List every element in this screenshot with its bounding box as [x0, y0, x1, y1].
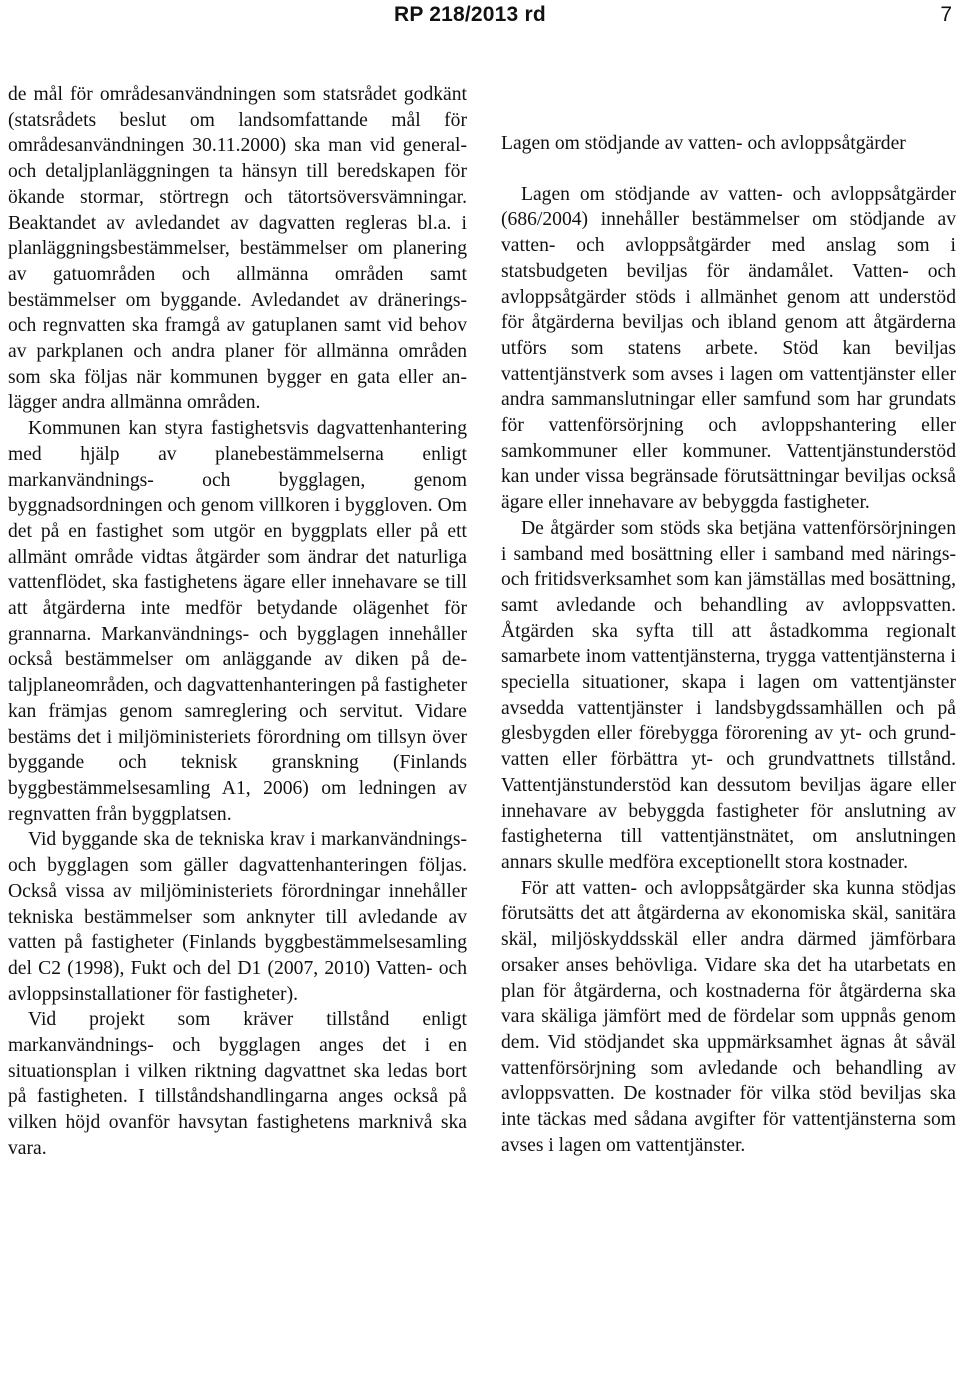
left-column	[8, 82, 467, 1162]
section-heading: Lagen om stödjande av vatten- och avloppsåtgärder	[501, 133, 906, 154]
paragraph: de mål för områdesanvändningen som statsrådet godkänt (statsrådets beslut om landsomfattande mål för områdesanvändningen 30.11.2000) ska man vid general- och detaljplanläggningen ta hänsyn till beredskapen för ökande stormar, störtregn och tätortsöversvämningar. Beaktandet av avledandet av dagvatten regleras bl.a. i planläggningsbestämmelser, bestämmelser om planering av gatuområden och allmänna områden samt bestämmelser om byggande. Avledandet av dränerings- och regnvatten ska framgå av gatuplanen samt vid behov av parkplanen och andra planer för allmänna områden som ska följas när kommunen bygger en gata eller anlägger andra allmänna områden.	[8, 84, 467, 414]
right-column	[501, 131, 956, 1158]
paragraph: Lagen om stödjande av vatten- och avloppsåtgärder (686/2004) innehåller bestämmelser om stödjande av vatten- och avloppsåtgärder med anslag som i statsbudgeten beviljas för ändamålet. Vatten- och avloppsåtgärder stöds i allmänhet genom att understöd för åtgärderna beviljas och ibland genom att åtgärderna utförs som statens arbete. Stöd kan beviljas vattentjänstverk som avses i lagen om vattentjänster eller andra sammanslutningar eller samfund som har grundats för vattenförsörjning och avloppshantering eller samkommuner eller kommuner. Vattentjänstunderstöd kan under vissa begränsade förutsättningar beviljas också ägare eller innehavare av bebyggda fastigheter.	[501, 183, 956, 514]
paragraph: Vid byggande ska de tekniska krav i markanvändnings- och bygglagen som gäller dagvattenhanteringen följas. Också vissa av miljöministeriets förordningar innehåller tekniska bestämmelser som anknyter till avledande av vatten på fastigheter (Finlands byggbestämmelsesamling del C2 (1998), Fukt och del D1 (2007, 2010) Vatten- och avloppsinstallationer för fastigheter).	[8, 829, 467, 1005]
paragraph: För att vatten- och avloppsåtgärder ska kunna stödjas förutsätts det att åtgärderna av ekonomiska skäl, sanitära skäl, miljöskyddsskäl eller andra därmed jämförbara orsaker anses behövliga. Vidare ska det ha utarbetats en plan för åtgärderna, och kostnaderna för åtgärderna ska vara skäliga jämfört med de fördelar som uppnås genom dem. Vid stödjandet ska uppmärksamhet ägnas åt såväl vattenförsörjning som avledande och behandling av avloppsvatten. De kostnader för vilka stöd beviljas ska inte täckas med sådana avgifter för vattentjänsterna som avses i lagen om vattentjänster.	[501, 877, 956, 1156]
page-number: 7	[940, 3, 952, 26]
paragraph: Kommunen kan styra fastighetsvis dagvattenhantering med hjälp av planebestämmelserna enligt markanvändnings- och bygglagen, genom byggnadsordningen och genom villkoren i byggloven. Om det på en fastighet som utgör en byggplats eller på ett allmänt område vidtas åtgärder som ändrar det naturliga vattenflödet, ska fastighetens ägare eller innehavare se till att åtgärderna inte medför betydande olägenhet för grannarna. Markanvändnings- och bygglagen innehåller också bestämmelser om anläggande av diken på detaljplaneområden, och dagvattenhanteringen på fastigheter kan främjas genom samreglering och servitut. Vidare bestäms det i miljöministeriets förordning om tillsyn över byggande och teknisk granskning (Finlands byggbestämmelsesamling A1, 2006) om ledningen av regnvatten från byggplatsen.	[8, 418, 467, 825]
document-id: RP 218/2013 rd	[394, 3, 546, 26]
paragraph: De åtgärder som stöds ska betjäna vattenförsörjningen i samband med bosättning eller i samband med närings- och fritidsverksamhet som kan jämställas med bosättning, samt avledande och behandling av avloppsvatten. Åtgärden ska syfta till att åstadkomma regionalt samarbete inom vattentjänsterna, trygga vattentjänsterna i speciella situationer, skapa i lagen om vattentjänster avsedda vattentjänster i landsbygdssamhällen och på glesbygden eller förebygga förorening av yt- och grundvatten eller förbättra yt- och grundvattnets tillstånd. Vattentjänstunderstöd kan dessutom beviljas ägare eller innehavare av bebyggda fastigheter för anslutning av fastigheterna till vattentjänstnätet, om anslutningen annars skulle medföra exceptionellt stora kostnader.	[501, 517, 956, 873]
paragraph: Vid projekt som kräver tillstånd enligt markanvändnings- och bygglagen anges det i en situationsplan i vilken riktning dagvattnet ska ledas bort på fastigheten. I tillståndshandlingarna anges också på vilken höjd ovanför havsytan fastighetens marknivå ska vara.	[8, 1009, 467, 1159]
page-header	[0, 0, 960, 34]
